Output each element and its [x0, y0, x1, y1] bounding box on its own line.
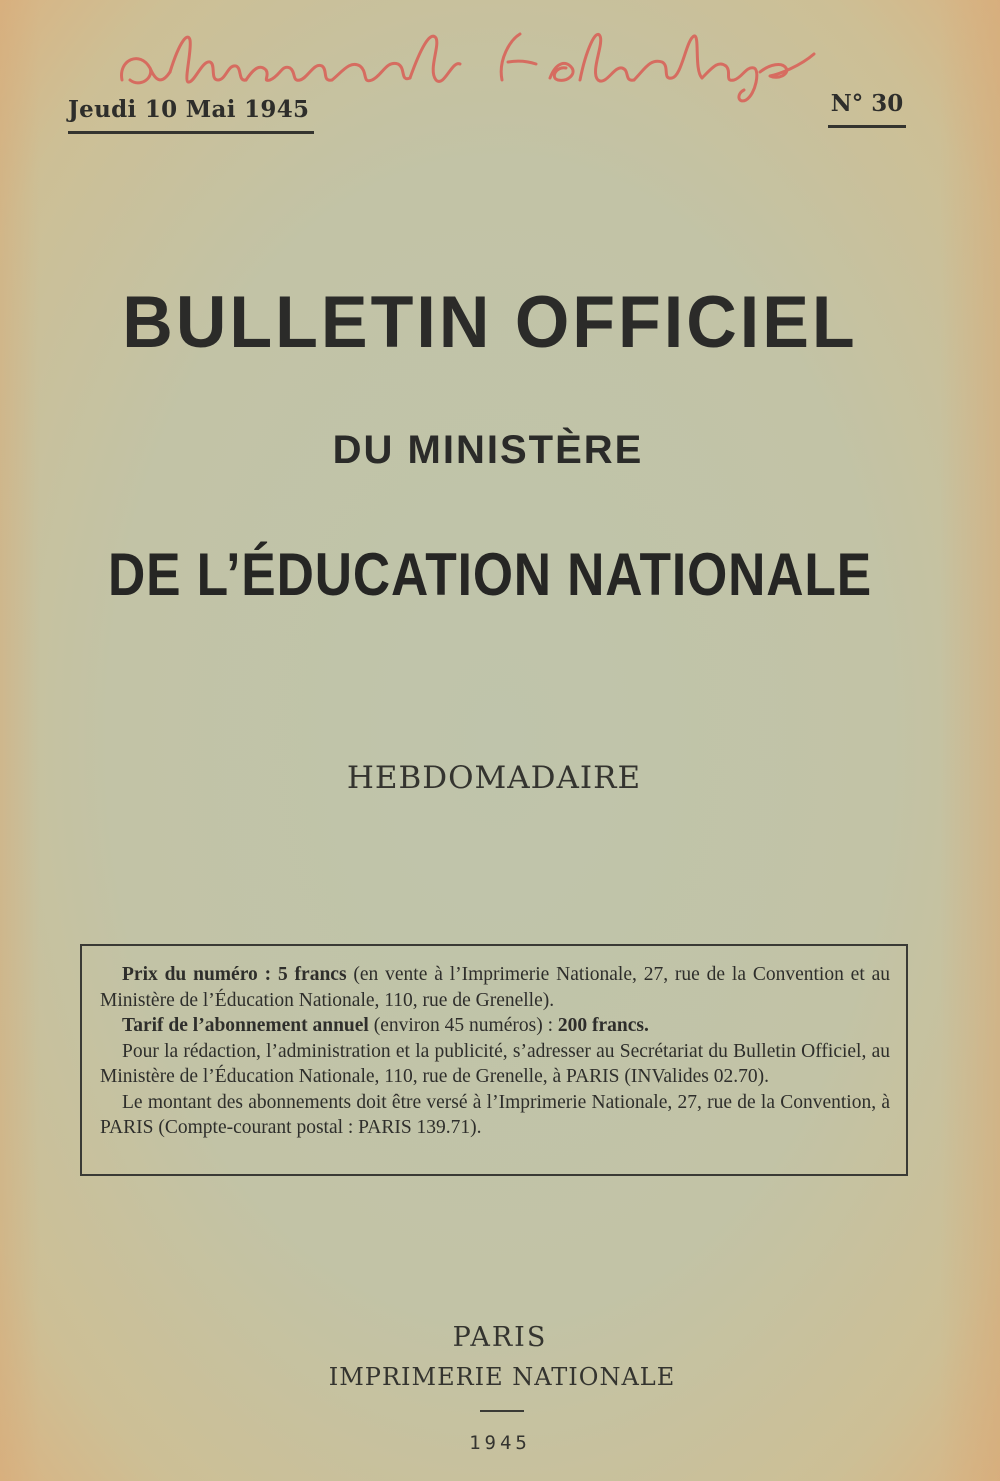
- subscription-label: Tarif de l’abonnement annuel: [122, 1015, 369, 1036]
- publication-frequency: HEBDOMADAIRE: [346, 760, 642, 796]
- paper-edge-left: [0, 0, 40, 1481]
- publication-year: 1945: [469, 1432, 531, 1454]
- publication-subtitle-education: DE L’ÉDUCATION NATIONALE: [107, 541, 873, 608]
- paper-edge-right: [940, 0, 1000, 1481]
- publication-subtitle-ministry: DU MINISTÈRE: [332, 428, 644, 472]
- subscription-text: (environ 45 numéros) :: [368, 1015, 558, 1036]
- price-label: Prix du numéro : 5 francs: [122, 964, 347, 985]
- handwritten-annotation: [110, 10, 830, 110]
- payment-paragraph: Le montant des abonnements doit être versé à l’Imprimerie Nationale, 27, rue de la Convention, à PARIS (Compte-courant postal : PARIS 139.71).: [100, 1091, 890, 1138]
- subscription-info-box: [80, 944, 908, 1176]
- subscription-price: 200 francs.: [557, 1015, 649, 1036]
- footer-divider: [480, 1410, 524, 1412]
- publisher-name: IMPRIMERIE NATIONALE: [328, 1363, 676, 1391]
- publisher-city: PARIS: [452, 1322, 548, 1353]
- price-text: (en vente à l’Imprimerie Nationale, 27, rue de la Convention et au Ministère de l’Éducation Nationale, 110, rue de Grenelle).: [100, 964, 890, 1011]
- publication-title: BULLETIN OFFICIEL: [122, 281, 858, 363]
- issue-number: N° 30: [828, 90, 906, 128]
- subscription-paragraph: [100, 1013, 890, 1039]
- issue-date: Jeudi 10 Mai 1945: [68, 96, 314, 134]
- price-paragraph: [100, 962, 890, 1013]
- contact-paragraph: Pour la rédaction, l’administration et la publicité, s’adresser au Secrétariat du Bulletin Officiel, au Ministère de l’Éducation Nationale, 110, rue de Grenelle, à PARIS (INValides 02.70).: [100, 1040, 890, 1087]
